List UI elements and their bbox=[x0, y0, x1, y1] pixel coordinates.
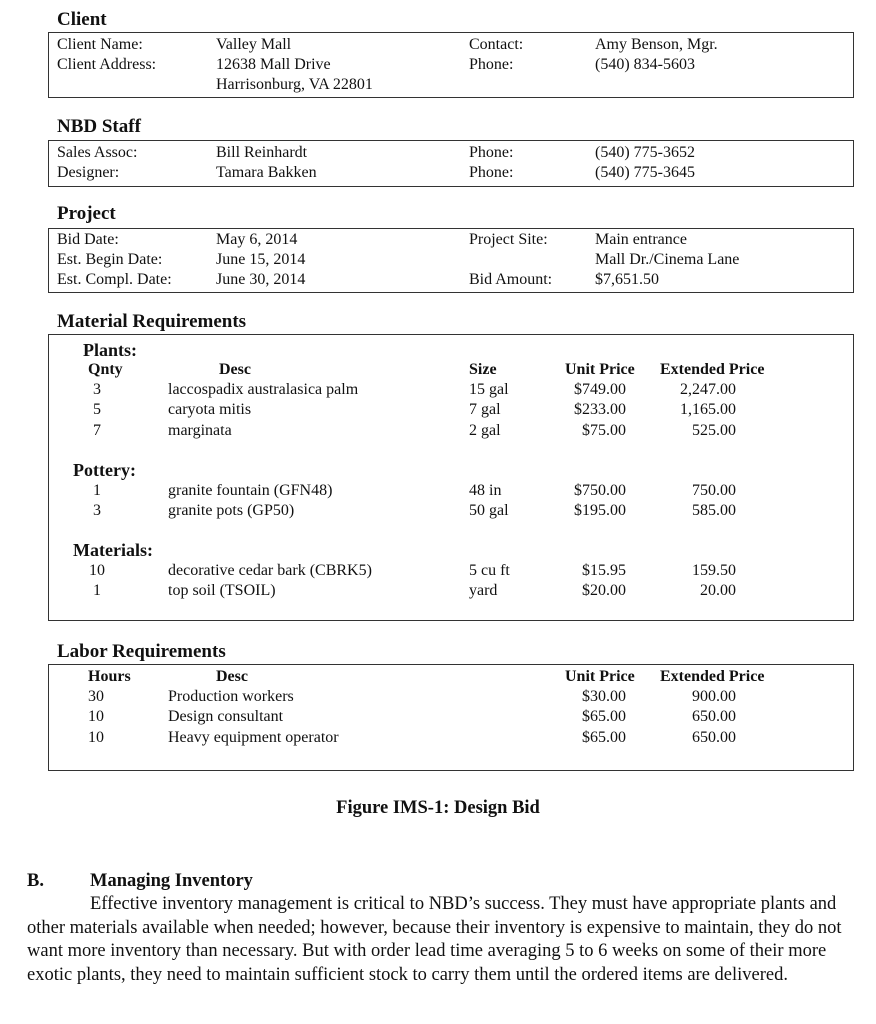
labor-col-unit: Unit Price bbox=[565, 668, 635, 685]
col-qnty: Qnty bbox=[88, 361, 123, 378]
materials-heading: Material Requirements bbox=[57, 311, 247, 332]
row-extended-price: 159.50 bbox=[692, 562, 736, 579]
group-label: Materials: bbox=[73, 540, 153, 560]
bid-date: May 6, 2014 bbox=[216, 231, 298, 248]
labor-col-ext: Extended Price bbox=[660, 668, 765, 685]
group-label: Plants: bbox=[83, 340, 137, 360]
labor-unit-price: $65.00 bbox=[582, 708, 626, 726]
row-qnty: 3 bbox=[93, 381, 101, 398]
staff-box bbox=[48, 140, 854, 187]
labor-col-hours: Hours bbox=[88, 668, 131, 685]
client-phone-label: Phone: bbox=[469, 56, 514, 73]
labor-unit-price: $65.00 bbox=[582, 728, 626, 746]
bid-amount: $7,651.50 bbox=[595, 271, 659, 288]
sales-label: Sales Assoc: bbox=[57, 144, 138, 161]
group-label: Pottery: bbox=[73, 460, 136, 480]
row-unit-price: $750.00 bbox=[574, 482, 626, 499]
row-qnty: 3 bbox=[93, 502, 101, 520]
row-desc: laccospadix australasica palm bbox=[168, 381, 359, 398]
project-heading: Project bbox=[57, 203, 116, 224]
labor-hours: 10 bbox=[88, 708, 104, 726]
client-heading: Client bbox=[57, 9, 107, 30]
bid-date-label: Bid Date: bbox=[57, 231, 119, 248]
row-desc: granite pots (GP50) bbox=[168, 502, 295, 520]
client-address-line1: 12638 Mall Drive bbox=[216, 56, 331, 73]
col-desc: Desc bbox=[219, 361, 251, 378]
site-label: Project Site: bbox=[469, 231, 548, 248]
labor-desc: Production workers bbox=[168, 688, 294, 705]
row-unit-price: $233.00 bbox=[574, 401, 626, 419]
row-extended-price: 750.00 bbox=[692, 482, 736, 499]
col-ext: Extended Price bbox=[660, 361, 765, 378]
row-extended-price: 585.00 bbox=[692, 502, 736, 520]
sales-phone-label: Phone: bbox=[469, 144, 514, 161]
labor-heading: Labor Requirements bbox=[57, 641, 226, 662]
site-line2: Mall Dr./Cinema Lane bbox=[595, 251, 740, 268]
row-unit-price: $75.00 bbox=[582, 421, 626, 439]
row-unit-price: $749.00 bbox=[574, 381, 626, 398]
row-qnty: 5 bbox=[93, 401, 101, 419]
row-desc: granite fountain (GFN48) bbox=[168, 482, 333, 499]
row-size: 50 gal bbox=[469, 502, 509, 520]
row-extended-price: 525.00 bbox=[692, 421, 736, 439]
row-unit-price: $195.00 bbox=[574, 502, 626, 520]
sales-phone: (540) 775-3652 bbox=[595, 144, 695, 161]
section-title: Managing Inventory bbox=[90, 871, 253, 891]
labor-extended-price: 900.00 bbox=[692, 688, 736, 705]
row-size: 7 gal bbox=[469, 401, 501, 419]
amount-label: Bid Amount: bbox=[469, 271, 553, 288]
section-letter: B. bbox=[27, 871, 44, 891]
row-size: yard bbox=[469, 582, 498, 600]
row-unit-price: $15.95 bbox=[582, 562, 626, 579]
row-unit-price: $20.00 bbox=[582, 582, 626, 600]
row-size: 2 gal bbox=[469, 421, 501, 439]
row-desc: marginata bbox=[168, 421, 232, 439]
row-extended-price: 1,165.00 bbox=[680, 401, 736, 419]
row-desc: caryota mitis bbox=[168, 401, 252, 419]
col-unit: Unit Price bbox=[565, 361, 635, 378]
designer-phone-label: Phone: bbox=[469, 164, 514, 181]
contact-label: Contact: bbox=[469, 36, 524, 53]
client-name-label: Client Name: bbox=[57, 36, 143, 53]
row-desc: top soil (TSOIL) bbox=[168, 582, 276, 600]
labor-extended-price: 650.00 bbox=[692, 708, 736, 726]
site-line1: Main entrance bbox=[595, 231, 687, 248]
begin-date: June 15, 2014 bbox=[216, 251, 306, 268]
row-size: 48 in bbox=[469, 482, 502, 499]
section-body: Effective inventory management is critical to NBD’s success. They must have appropriate plants and other materials available when needed; however, because their inventory is expensive to maintain, they do not want more inventory than necessary. But with order lead time averaging 5 to 6 weeks on some of their more exotic plants, they need to maintain sufficient stock to carry them until the ordered items are delivered. bbox=[27, 894, 842, 985]
labor-col-desc: Desc bbox=[216, 668, 248, 685]
row-extended-price: 2,247.00 bbox=[680, 381, 736, 398]
labor-desc: Heavy equipment operator bbox=[168, 728, 339, 746]
contact: Amy Benson, Mgr. bbox=[595, 36, 718, 53]
compl-label: Est. Compl. Date: bbox=[57, 271, 172, 288]
labor-unit-price: $30.00 bbox=[582, 688, 626, 705]
sales-assoc: Bill Reinhardt bbox=[216, 144, 308, 161]
figure-caption: Figure IMS-1: Design Bid bbox=[336, 798, 540, 818]
designer-label: Designer: bbox=[57, 164, 120, 181]
row-qnty: 1 bbox=[93, 582, 101, 600]
designer: Tamara Bakken bbox=[216, 164, 317, 181]
begin-label: Est. Begin Date: bbox=[57, 251, 163, 268]
row-qnty: 7 bbox=[93, 421, 101, 439]
labor-hours: 30 bbox=[88, 688, 104, 705]
row-qnty: 10 bbox=[89, 562, 105, 579]
row-size: 5 cu ft bbox=[469, 562, 510, 579]
client-address-label: Client Address: bbox=[57, 56, 157, 73]
labor-extended-price: 650.00 bbox=[692, 728, 736, 746]
row-qnty: 1 bbox=[93, 482, 101, 499]
row-size: 15 gal bbox=[469, 381, 509, 398]
designer-phone: (540) 775-3645 bbox=[595, 164, 695, 181]
col-size: Size bbox=[469, 361, 497, 378]
row-extended-price: 20.00 bbox=[700, 582, 736, 600]
labor-hours: 10 bbox=[88, 728, 104, 746]
row-desc: decorative cedar bark (CBRK5) bbox=[168, 562, 372, 579]
client-box bbox=[48, 32, 854, 98]
client-address-line2: Harrisonburg, VA 22801 bbox=[216, 76, 373, 93]
staff-heading: NBD Staff bbox=[57, 116, 141, 137]
labor-desc: Design consultant bbox=[168, 708, 284, 726]
compl-date: June 30, 2014 bbox=[216, 271, 306, 288]
client-phone: (540) 834-5603 bbox=[595, 56, 695, 73]
client-name: Valley Mall bbox=[216, 36, 292, 53]
